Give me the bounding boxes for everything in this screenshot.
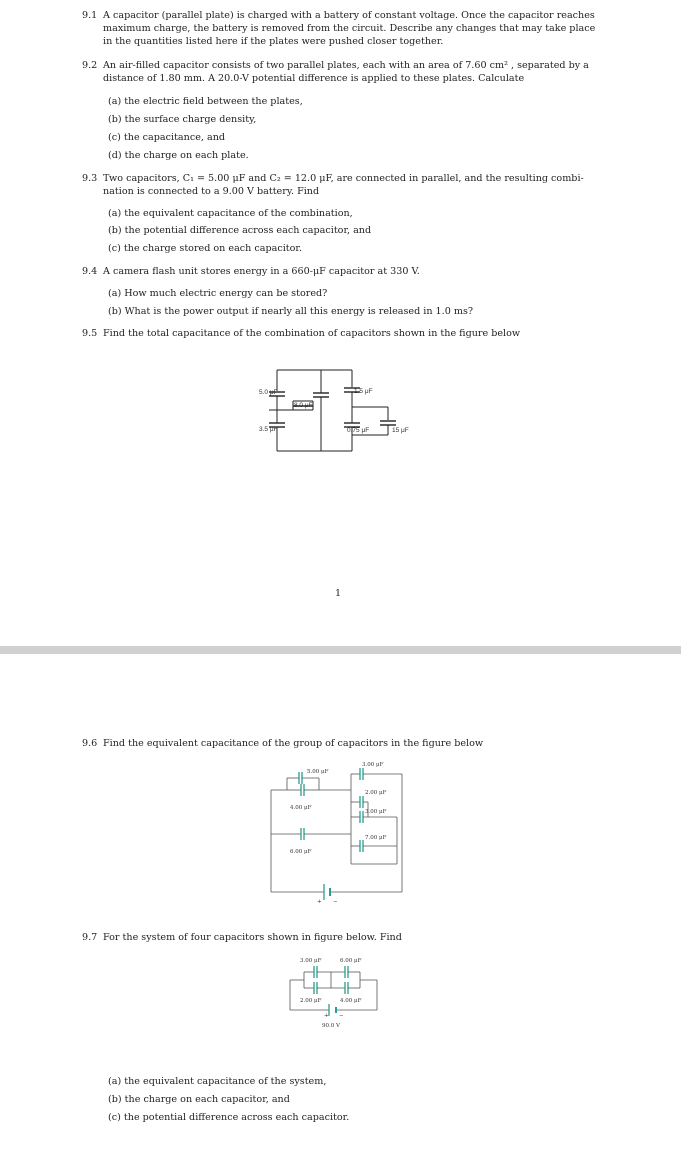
cap-label: 4.00 μF — [340, 998, 362, 1004]
question-number: 9.2 — [82, 60, 98, 71]
question-text-line: Find the equivalent capacitance of the group of capacitors in the figure below — [103, 738, 484, 749]
question-number: 9.3 — [82, 173, 98, 184]
list-item: (a) How much electric energy can be stored? — [108, 288, 328, 299]
circuit-diagram-9-5 — [255, 365, 435, 460]
list-item: (a) the electric field between the plates, — [108, 96, 303, 107]
question-number: 9.5 — [82, 328, 98, 339]
cap-label: 3.5 μF — [259, 426, 278, 433]
question-text-line: in the quantities listed here if the plates were pushed closer together. — [103, 36, 444, 47]
list-item: (b) What is the power output if nearly all this energy is released in 1.0 ms? — [108, 306, 474, 317]
question-text-line: For the system of four capacitors shown in figure below. Find — [103, 932, 402, 943]
cap-label: 8.0 μF — [294, 402, 313, 409]
cap-label: 3.00 μF — [362, 762, 384, 768]
page-number: 1 — [335, 588, 342, 599]
cap-label: 2.00 μF — [365, 790, 387, 796]
battery-positive-label: + — [324, 1013, 329, 1019]
list-item: (a) the equivalent capacitance of the system, — [108, 1076, 327, 1087]
list-item: (c) the charge stored on each capacitor. — [108, 243, 303, 254]
question-number: 9.1 — [82, 10, 98, 21]
question-text-line: Two capacitors, C₁ = 5.00 μF and C₂ = 12.0 μF, are connected in parallel, and the resulting combi- — [103, 173, 584, 184]
cap-label: 3.00 μF — [365, 809, 387, 815]
question-text-line: nation is connected to a 9.00 V battery. Find — [103, 186, 320, 197]
question-number: 9.4 — [82, 266, 98, 277]
cap-label: 6.00 μF — [290, 849, 312, 855]
question-text-line: distance of 1.80 mm. A 20.0-V potential difference is applied to these plates. Calculate — [103, 73, 525, 84]
list-item: (c) the capacitance, and — [108, 132, 226, 143]
page-separator — [0, 646, 681, 654]
cap-label: 3.00 μF — [300, 958, 322, 964]
cap-label: 7.00 μF — [365, 835, 387, 841]
question-text-line: maximum charge, the battery is removed from the circuit. Describe any changes that may take place — [103, 23, 596, 34]
battery-voltage-label: 90.0 V — [322, 1023, 340, 1029]
list-item: (c) the potential difference across each capacitor. — [108, 1112, 350, 1123]
question-text-line: Find the total capacitance of the combination of capacitors shown in the figure below — [103, 328, 521, 339]
list-item: (b) the potential difference across each capacitor, and — [108, 225, 372, 236]
question-text-line: An air-filled capacitor consists of two parallel plates, each with an area of 7.60 cm² , separated by a — [103, 60, 589, 71]
cap-label: 1.5 μF — [354, 388, 373, 395]
list-item: (b) the charge on each capacitor, and — [108, 1094, 290, 1105]
cap-label: 0.75 μF — [347, 427, 370, 434]
battery-positive-label: + — [317, 899, 322, 905]
question-number: 9.6 — [82, 738, 98, 749]
question-text-line: A camera flash unit stores energy in a 660-μF capacitor at 330 V. — [103, 266, 420, 277]
list-item: (a) the equivalent capacitance of the combination, — [108, 208, 353, 219]
cap-label: 4.00 μF — [290, 805, 312, 811]
battery-negative-label: − — [333, 899, 338, 905]
circuit-diagram-9-6 — [265, 760, 410, 910]
cap-label: 5.00 μF — [307, 769, 329, 775]
battery-negative-label: − — [339, 1013, 344, 1019]
page-2 — [0, 654, 681, 1162]
cap-label: 2.00 μF — [300, 998, 322, 1004]
cap-label: 6.00 μF — [340, 958, 362, 964]
cap-label: 5.0 μF — [259, 389, 278, 396]
list-item: (d) the charge on each plate. — [108, 150, 249, 161]
question-number: 9.7 — [82, 932, 98, 943]
question-text-line: A capacitor (parallel plate) is charged with a battery of constant voltage. Once the capacitor reaches — [103, 10, 595, 21]
circuit-diagram-9-7 — [282, 954, 387, 1054]
cap-label: 15 μF — [392, 427, 409, 434]
list-item: (b) the surface charge density, — [108, 114, 257, 125]
